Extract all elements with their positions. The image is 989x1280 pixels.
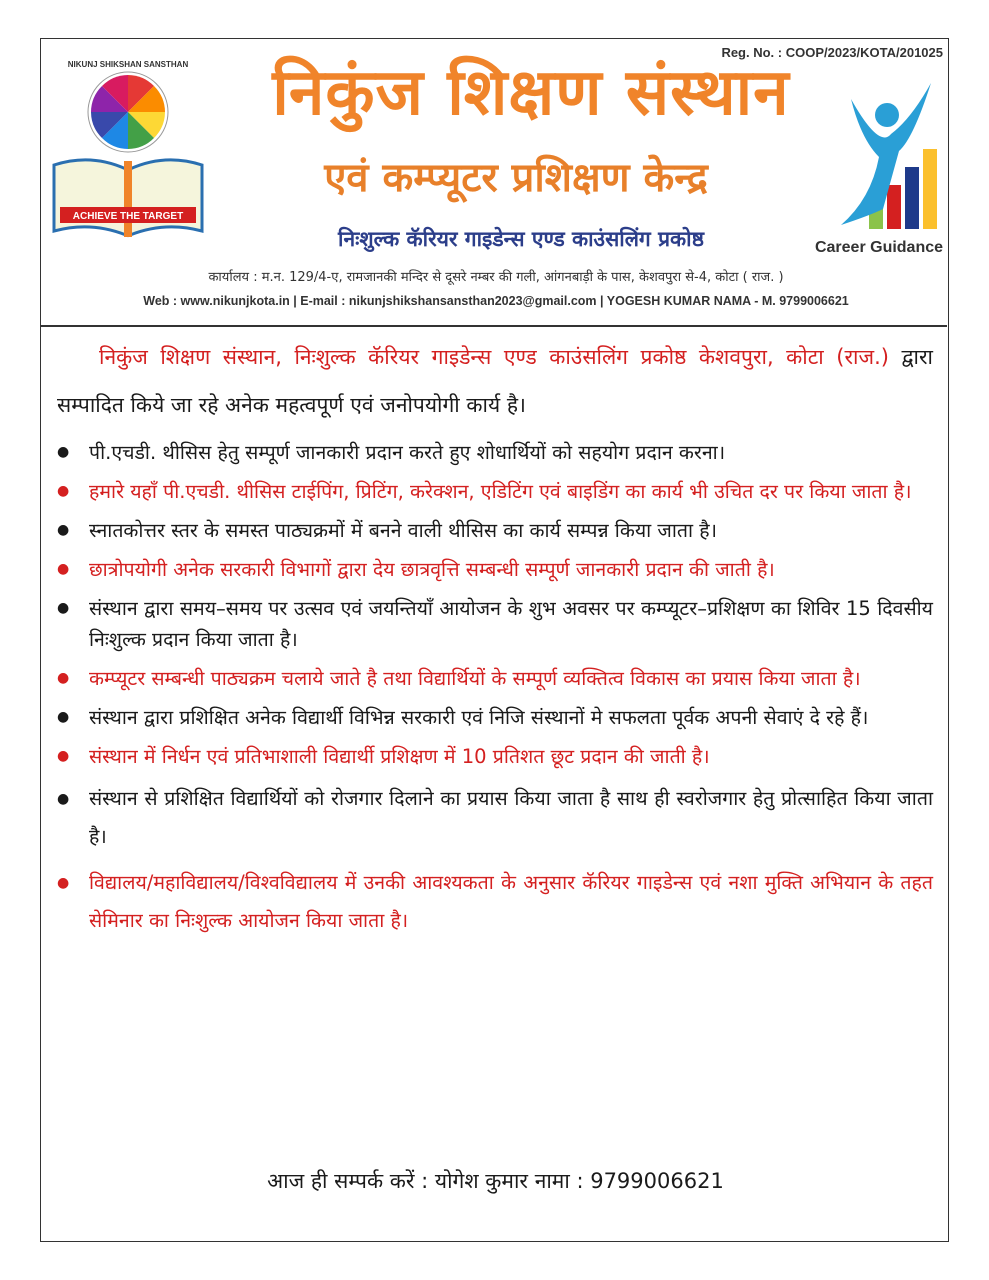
- list-item: ● संस्थान द्वारा प्रशिक्षित अनेक विद्यार्थी विभिन्न सरकारी एवं निजि संस्थानों मे सफलता पूर्वक अपनी सेवाएं दे रहे हैं।: [57, 702, 933, 733]
- career-guidance-logo: [821, 79, 947, 259]
- intro-red-text: निकुंज शिक्षण संस्थान, निःशुल्क कॅरियर गाइडेन्स एण्ड काउंसलिंग प्रकोष्ठ केशवपुरा, कोटा (राज.): [99, 345, 889, 369]
- office-address: कार्यालय : म.न. 129/4-ए, रामजानकी मन्दिर से दूसरे नम्बर की गली, आंगनबाड़ी के पास, केशवपुरा से-4, कोटा ( राज. ): [208, 270, 784, 285]
- list-item: ● संस्थान से प्रशिक्षित विद्यार्थियों को रोजगार दिलाने का प्रयास किया जाता है साथ ही स्वरोजगार हेतु प्रोत्साहित किया जाता है।: [57, 780, 933, 856]
- career-guidance-label: Career Guidance: [814, 239, 944, 256]
- institute-subtitle: एवं कम्प्यूटर प्रशिक्षण केन्द्र: [324, 155, 708, 201]
- institute-title: निकुंज शिक्षण संस्थान: [272, 56, 790, 130]
- institute-logo: [46, 57, 208, 247]
- list-item: ● कम्प्यूटर सम्बन्धी पाठ्यक्रम चलाये जाते है तथा विद्यार्थियों के सम्पूर्ण व्यक्तित्व विकास का प्रयास किया जाता है।: [57, 663, 933, 694]
- intro-black-text: द्वारा सम्पादित किये जा रहे अनेक महत्वपूर्ण एवं जनोपयोगी कार्य है।: [57, 345, 933, 417]
- logo-banner-text: ACHIEVE THE TARGET: [72, 211, 184, 222]
- contact-footer: आज ही सम्पर्क करें : योगेश कुमार नामा : 9799006621: [267, 1169, 724, 1193]
- contact-details: Web : www.nikunjkota.in | E-mail : nikunjshikshansansthan2023@gmail.com | YOGESH KUMAR NAMA - M. 9799006621: [143, 294, 849, 308]
- cell-name: निःशुल्क कॅरियर गाइडेन्स एण्ड काउंसलिंग प्रकोष्ठ: [338, 227, 704, 251]
- list-item: ● हमारे यहाँ पी.एचडी. थीसिस टाईपिंग, प्रिटिंग, करेक्शन, एडिटिंग एवं बाइडिंग का कार्य भी उचित दर पर किया जाता है।: [57, 476, 933, 507]
- intro-paragraph: [57, 333, 933, 429]
- list-item: ● संस्थान द्वारा समय–समय पर उत्सव एवं जयन्तियाँ आयोजन के शुभ अवसर पर कम्प्यूटर–प्रशिक्षण का शिविर 15 दिवसीय निःशुल्क प्रदान किया जाता है।: [57, 593, 933, 655]
- list-item: ● विद्यालय/महाविद्यालय/विश्वविद्यालय में उनकी आवश्यकता के अनुसार कॅरियर गाइडेन्स एवं नशा मुक्ति अभियान के तहत सेमिनार का निःशुल्क आयोजन किया जाता है।: [57, 864, 933, 940]
- services-list: [57, 437, 933, 940]
- list-item: ● संस्थान में निर्धन एवं प्रतिभाशाली विद्यार्थी प्रशिक्षण में 10 प्रतिशत छूट प्रदान की जाती है।: [57, 741, 933, 772]
- career-growth-icon: [841, 83, 937, 229]
- registration-number: Reg. No. : COOP/2023/KOTA/201025: [721, 45, 943, 60]
- open-book-icon: [54, 160, 202, 237]
- pinwheel-icon: [88, 72, 168, 152]
- list-item: ● स्नातकोत्तर स्तर के समस्त पाठ्यक्रमों में बनने वाली थीसिस का कार्य सम्पन्न किया जाता है।: [57, 515, 933, 546]
- notice-body: [57, 333, 933, 948]
- letterhead: [41, 39, 947, 327]
- list-item: ● छात्रोपयोगी अनेक सरकारी विभागों द्वारा देय छात्रवृत्ति सम्बन्धी सम्पूर्ण जानकारी प्रदान की जाती है।: [57, 554, 933, 585]
- list-item: ● पी.एचडी. थीसिस हेतु सम्पूर्ण जानकारी प्रदान करते हुए शोधार्थियों को सहयोग प्रदान करना।: [57, 437, 933, 468]
- notice-frame: [40, 38, 949, 1242]
- logo-arc-text: NIKUNJ SHIKSHAN SANSTHAN: [67, 60, 189, 69]
